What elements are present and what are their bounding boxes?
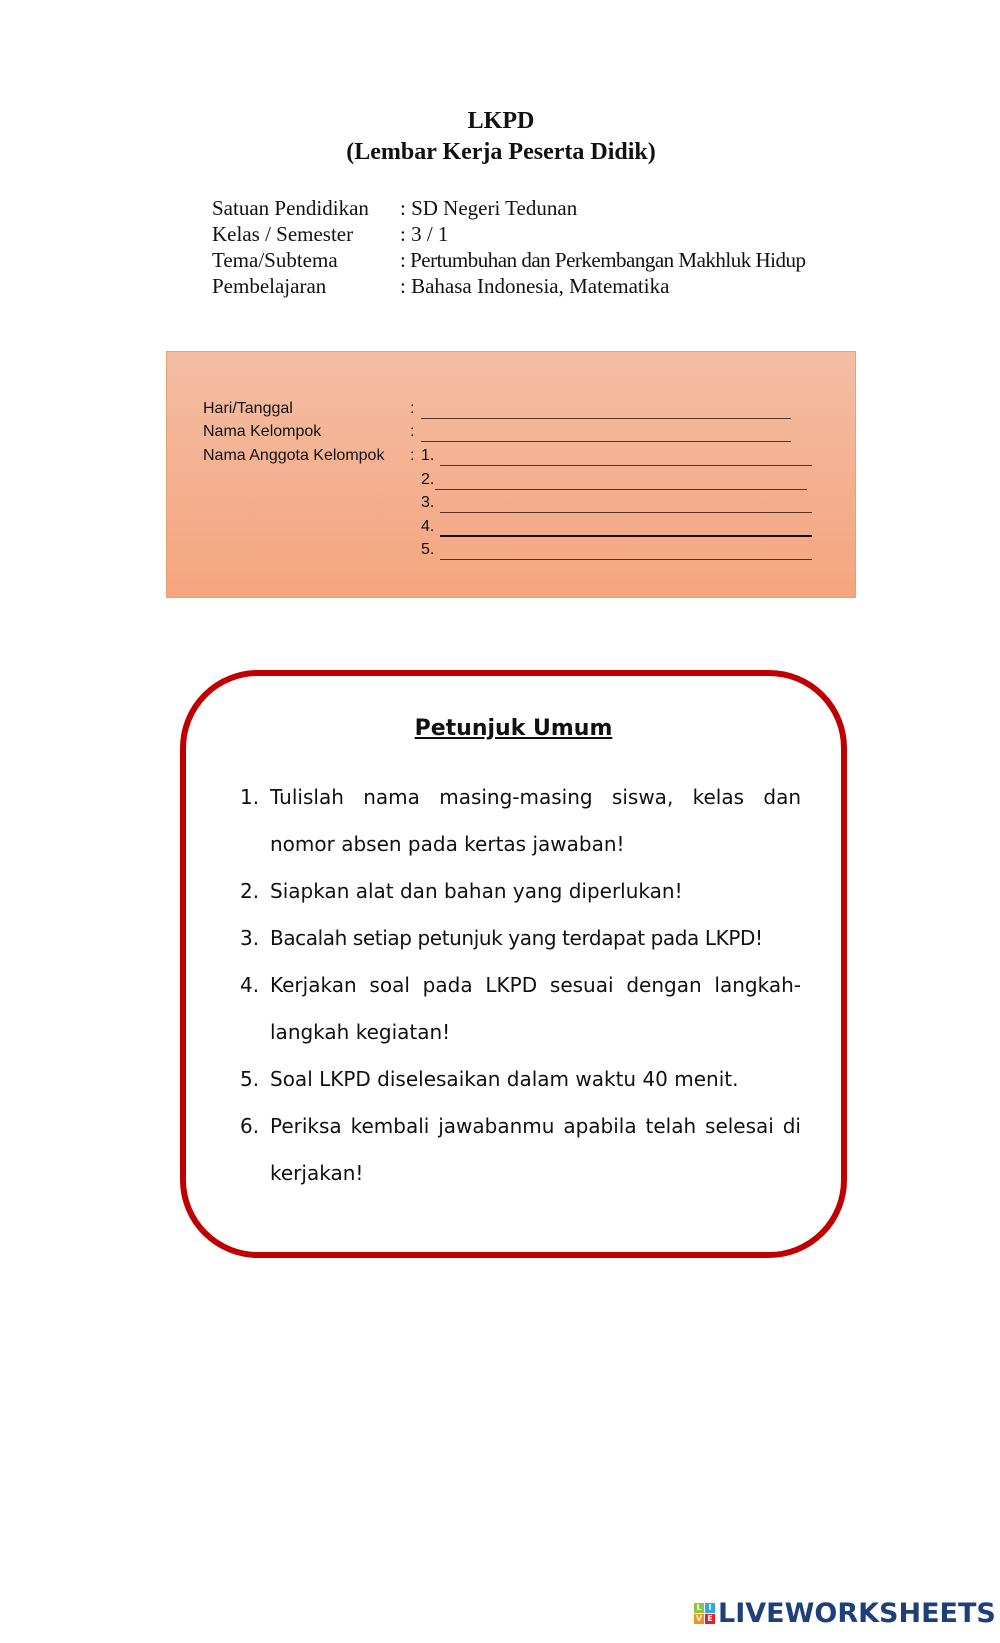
info-value: : SD Negeri Tedunan <box>400 196 578 220</box>
colon: : <box>410 400 415 417</box>
item-text: Tulislah nama masing-masing siswa, kelas dan nomor absen pada kertas jawaban! <box>270 785 801 856</box>
logo-text: LIVEWORKSHEETS <box>718 1598 996 1629</box>
member-input-2[interactable] <box>435 489 807 490</box>
info-value: : Bahasa Indonesia, Matematika <box>400 274 670 298</box>
logo-letter: L <box>694 1603 704 1613</box>
logo-letter: V <box>695 1614 703 1623</box>
item-text: Bacalah setiap petunjuk yang terdapat pada LKPD! <box>270 926 763 950</box>
group-input[interactable] <box>421 441 791 442</box>
item-number: 5. <box>240 1067 260 1091</box>
members-label: Nama Anggota Kelompok <box>203 447 385 464</box>
info-value: : 3 / 1 <box>400 222 449 246</box>
member-number: 2. <box>421 471 435 488</box>
member-input-5[interactable] <box>440 559 812 560</box>
instructions-title: Petunjuk Umum <box>414 716 613 741</box>
identity-form <box>166 351 856 598</box>
info-label: Satuan Pendidikan <box>212 196 369 220</box>
info-label: Kelas / Semester <box>212 222 354 246</box>
info-label: Pembelajaran <box>212 274 327 298</box>
logo-letter: E <box>705 1614 715 1624</box>
info-label: Tema/Subtema <box>212 248 338 272</box>
item-number: 1. <box>240 785 260 809</box>
member-input-4[interactable] <box>440 535 812 537</box>
member-input-3[interactable] <box>440 512 812 513</box>
member-number: 4. <box>421 518 435 535</box>
day-input[interactable] <box>421 418 791 419</box>
member-number: 3. <box>421 494 435 511</box>
item-number: 3. <box>240 926 260 950</box>
liveworksheets-logo <box>694 1598 996 1629</box>
item-text: Soal LKPD diselesaikan dalam waktu 40 menit. <box>270 1067 739 1091</box>
item-number: 2. <box>240 879 260 903</box>
colon: : <box>410 423 415 440</box>
colon: : <box>410 447 415 464</box>
item-text: Periksa kembali jawabanmu apabila telah selesai di kerjakan! <box>270 1114 801 1185</box>
logo-letter: I <box>705 1603 715 1613</box>
general-instructions-box <box>180 670 847 1258</box>
member-number: 1. <box>421 447 435 464</box>
member-number: 5. <box>421 541 435 558</box>
page-subtitle: (Lembar Kerja Peserta Didik) <box>346 139 656 165</box>
logo-mark-icon <box>694 1603 715 1624</box>
page-title: LKPD <box>467 108 535 134</box>
member-input-1[interactable] <box>440 465 812 466</box>
info-value: : Pertumbuhan dan Perkembangan Makhluk Hidup <box>400 248 806 272</box>
item-number: 4. <box>240 973 260 997</box>
item-text: Siapkan alat dan bahan yang diperlukan! <box>270 879 683 903</box>
item-text: Kerjakan soal pada LKPD sesuai dengan langkah-langkah kegiatan! <box>270 973 801 1044</box>
day-label: Hari/Tanggal <box>203 400 293 417</box>
group-label: Nama Kelompok <box>203 423 322 440</box>
item-number: 6. <box>240 1114 260 1138</box>
